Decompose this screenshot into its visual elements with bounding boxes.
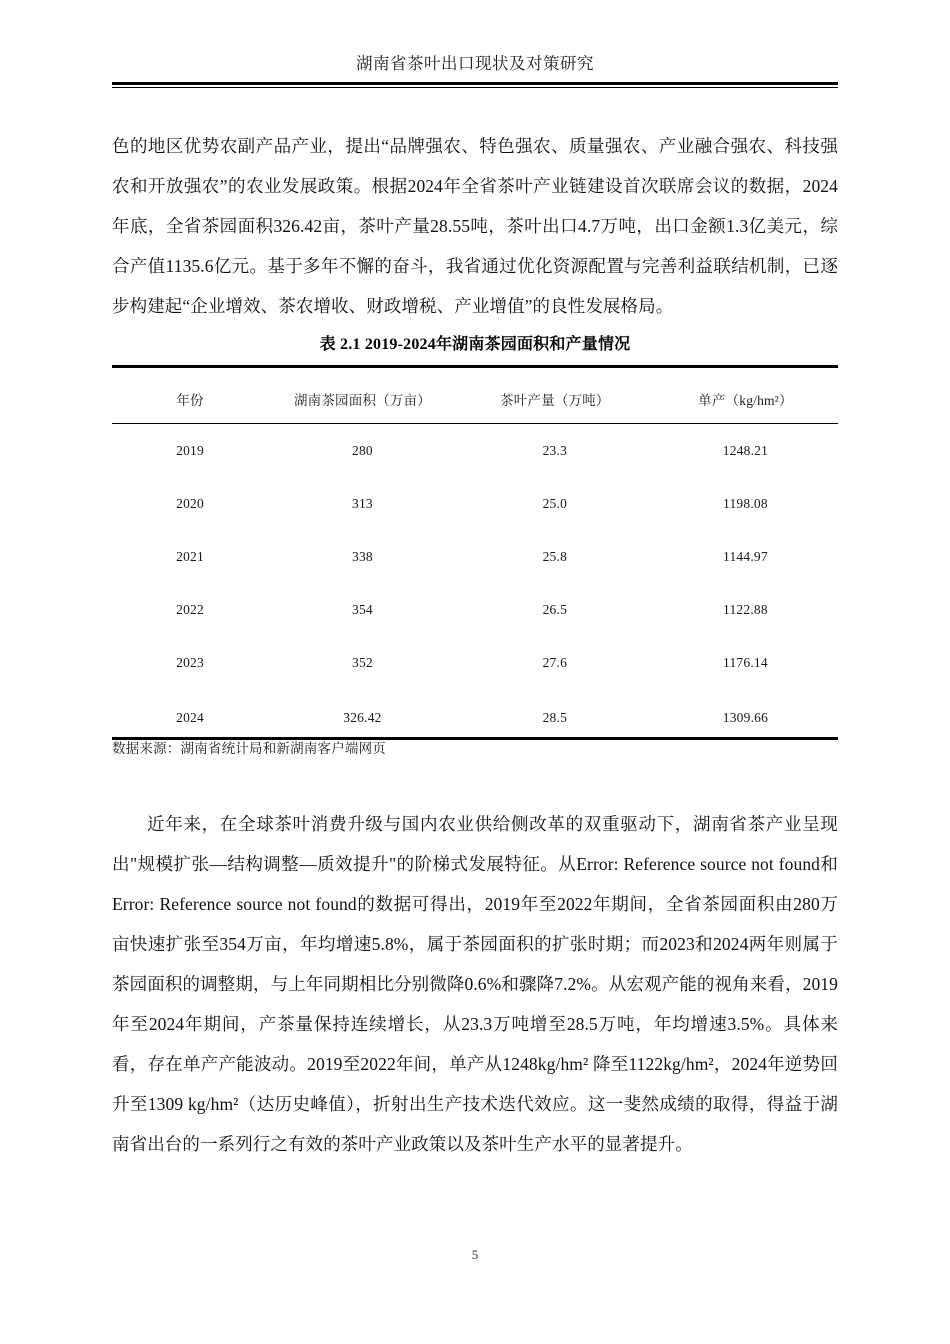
running-header [112,52,838,88]
table-block [112,332,838,740]
paragraph-1: 色的地区优势农副产品产业，提出“品牌强农、特色强农、质量强农、产业融合强农、科技强农和开放强农”的农业发展政策。根据2024年全省茶叶产业链建设首次联席会议的数据，2024年底，全省茶园面积326.42亩，茶叶产量28.55吨，茶叶出口4.7万吨，出口金额1.3亿美元，综合产值1135.6亿元。基于多年不懈的奋斗，我省通过优化资源配置与完善利益联结机制，已逐步构建起“企业增效、茶农增收、财政增税、产业增值”的良性发展格局。 [112,135,838,316]
cell-output: 25.0 [542,496,568,511]
table-caption: 表 2.1 2019-2024年湖南茶园面积和产量情况 [319,336,631,353]
header-title: 湖南省茶叶出口现状及对策研究 [356,54,594,73]
column-header-year: 年份 [176,393,204,408]
column-header-area: 湖南茶园面积（万亩） [293,393,431,408]
cell-year: 2024 [176,710,204,725]
cell-area: 280 [352,443,373,458]
column-header-yield: 单产（kg/hm²） [698,393,793,408]
cell-area: 326.42 [343,710,382,725]
cell-yield: 1198.08 [723,496,768,511]
cell-output: 28.5 [542,710,568,725]
table-row [112,636,838,689]
column-header-output: 茶叶产量（万吨） [500,393,610,408]
table-header [112,367,838,424]
cell-output: 23.3 [542,443,568,458]
cell-yield: 1248.21 [722,443,769,458]
cell-area: 313 [352,496,373,511]
table-row [112,424,838,478]
cell-yield: 1176.14 [723,655,768,670]
header-double-rule [112,82,838,88]
table-row [112,530,838,583]
table-header-row [112,367,838,424]
cell-output: 25.8 [542,549,568,564]
cell-year: 2019 [176,443,204,458]
cell-output: 26.5 [542,602,568,617]
cell-area: 354 [352,602,373,617]
cell-area: 338 [352,549,373,564]
cell-year: 2022 [176,602,204,617]
cell-year: 2021 [176,549,204,564]
cell-yield: 1144.97 [723,549,768,564]
paragraph-2: 近年来，在全球茶叶消费升级与国内农业供给侧改革的双重驱动下，湖南省茶产业呈现出"规模扩张—结构调整—质效提升"的阶梯式发展特征。从Error: Reference source not found和Error: Reference source not found的数据可得出，2019年至2022年期间，全省茶园面积由280万亩快速扩张至354万亩，年均增速5.8%，属于茶园面积的扩张时期；而2023和2024两年则属于茶园面积的调整期，与上年同期相比分别微降0.6%和骤降7.2%。从宏观产能的视角来看，2019年至2024年期间，产茶量保持连续增长，从23.3万吨增至28.5万吨，年均增速3.5%。具体来看，存在单产产能波动。2019至2022年间，单产从1248kg/hm² 降至1122kg/hm²，2024年逆势回升至1309 kg/hm²（达历史峰值），折射出生产技术迭代效应。这一斐然成绩的取得，得益于湖南省出台的一系列行之有效的茶叶产业政策以及茶叶生产水平的显著提升。 [112,813,838,1154]
cell-year: 2023 [176,655,204,670]
table-body [112,424,838,739]
page-number: 5 [471,1247,479,1262]
cell-area: 352 [352,655,373,670]
cell-yield: 1122.88 [723,602,768,617]
table-row [112,689,838,739]
table-source-note: 数据来源：湖南省统计局和新湖南客户端网页 [112,741,386,756]
cell-yield: 1309.66 [722,710,769,725]
cell-year: 2020 [176,496,204,511]
table-row [112,477,838,530]
cell-output: 27.6 [542,655,568,670]
table-row [112,583,838,636]
tea-area-output-table [112,365,838,740]
